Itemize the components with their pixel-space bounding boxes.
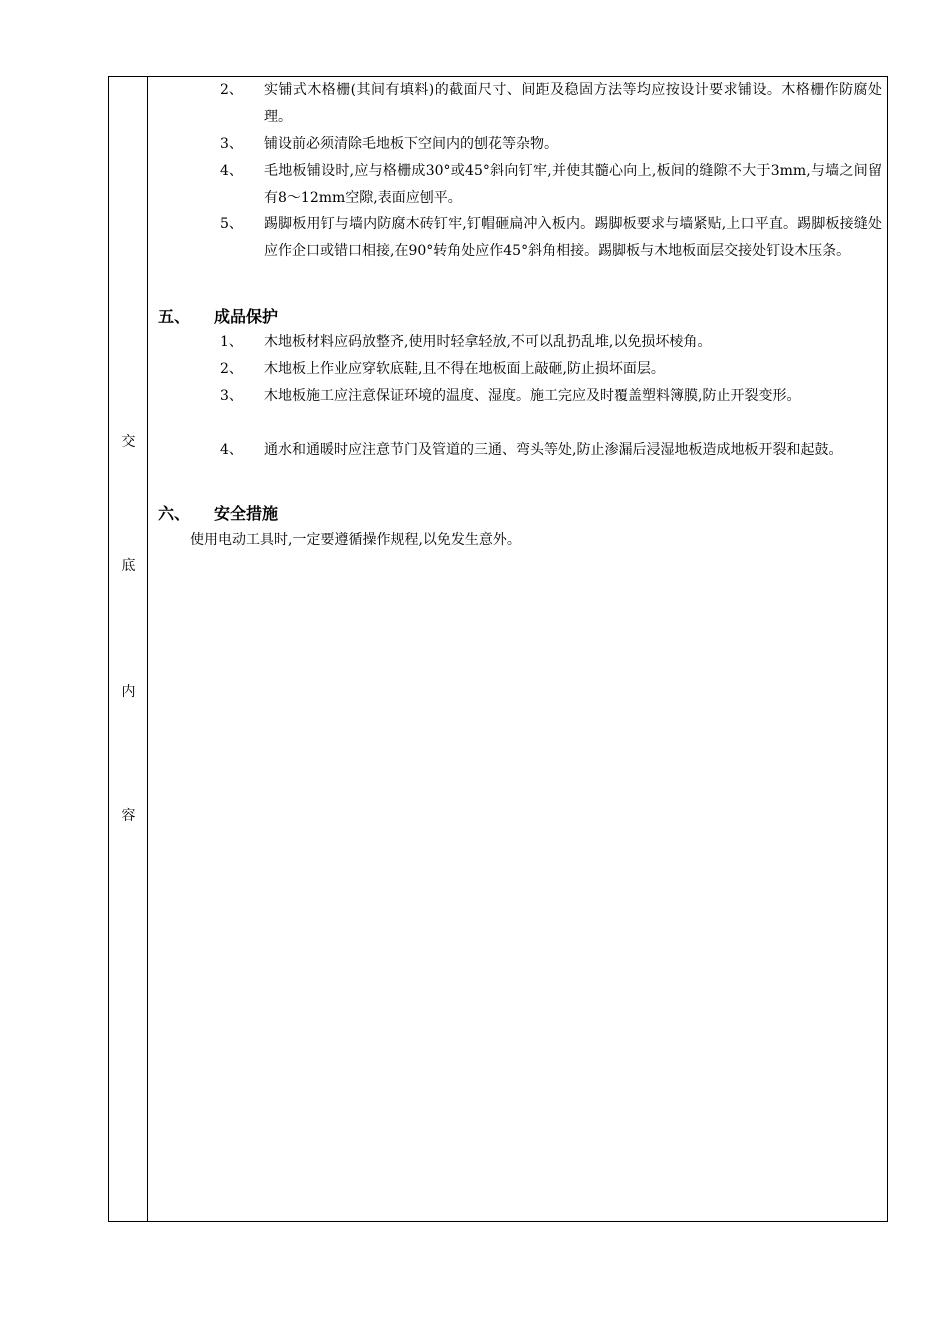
item-number: 4、 [220,442,243,458]
section-text: 使用电动工具时,一定要遵循操作规程,以免发生意外。 [190,532,521,548]
item-number: 2、 [220,82,243,98]
section-title: 成品保护 [214,307,279,326]
label-char: 交 [121,434,136,450]
item-text: 毛地板铺设时,应与格栅成30°或45°斜向钉牢,并使其髓心向上,板间的缝隙不大于3mm,与墙之间留有8～12mm空隙,表面应刨平。 [264,163,882,206]
item-text: 木地板上作业应穿软底鞋,且不得在地板面上敲砸,防止损坏面层。 [264,361,665,377]
item-number: 2、 [220,361,243,377]
label-char: 容 [121,808,136,824]
item-text: 通水和通暖时应注意节门及管道的三通、弯头等处,防止渗漏后浸湿地板造成地板开裂和起鼓。 [264,442,843,458]
disclosure-table [108,76,888,1222]
label-column [109,77,148,1221]
item-text: 实铺式木格栅(其间有填料)的截面尺寸、间距及稳固方法等均应按设计要求铺设。木格栅作防腐处理。 [264,82,882,125]
item-number: 3、 [220,136,243,152]
label-char: 底 [121,558,136,574]
item-text: 木地板施工应注意保证环境的温度、湿度。施工完应及时覆盖塑料簿膜,防止开裂变形。 [264,388,801,404]
item-number: 4、 [220,163,243,179]
section-number: 六、 [158,504,191,523]
item-number: 5、 [220,216,243,232]
section-title: 安全措施 [214,504,279,523]
item-text: 踢脚板用钉与墙内防腐木砖钉牢,钉帽砸扁冲入板内。踢脚板要求与墙紧贴,上口平直。踢脚板接缝处应作企口或错口相接,在90°转角处应作45°斜角相接。踢脚板与木地板面层交接处钉设木压条。 [264,216,882,259]
item-number: 3、 [220,388,243,404]
item-text: 木地板材料应码放整齐,使用时轻拿轻放,不可以乱扔乱堆,以免损坏棱角。 [264,334,712,350]
item-text: 铺设前必须清除毛地板下空间内的刨花等杂物。 [264,136,558,152]
item-number: 1、 [220,334,243,350]
label-char: 内 [121,684,136,700]
section-number: 五、 [158,307,191,326]
content-cell [148,77,887,1221]
